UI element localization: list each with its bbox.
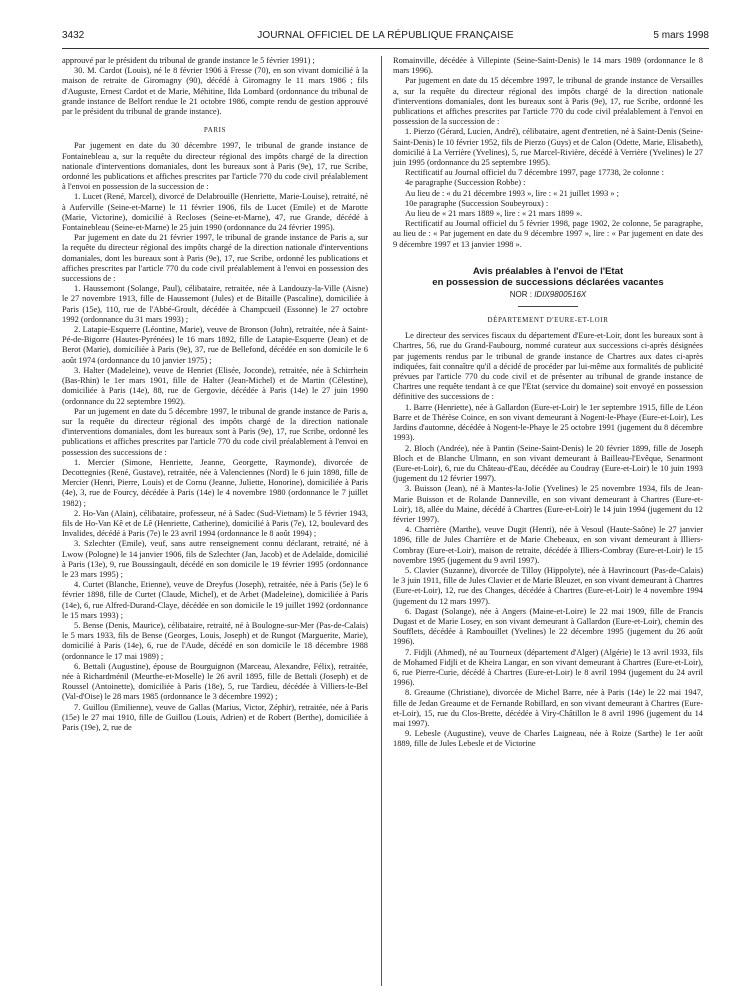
section-title-eure-et-loir: DÉPARTEMENT D'EURE-ET-LOIR: [487, 316, 609, 325]
nor-separator: [518, 306, 578, 307]
left-column-paragraphs-2: [62, 141, 368, 733]
paragraph: 3. Szlechter (Emile), veuf, sans autre renseignement connu déclarant, retraité, né à Lwow (Pologne) le 14 janvier 1906, fils de Szlechter (Jan, Jacob) et de Adelaïde, domicilié à Paris (13e), 9, rue Boussingault, décédé en son domicile le 19 février 1995 (ordonnance le 23 mars 1995) ;: [62, 539, 368, 579]
left-column-paragraphs: [62, 56, 368, 117]
paragraph: 6. Dagast (Solange), née à Angers (Maine-et-Loire) le 22 mai 1909, fille de Francis Dugast et de Marie Losey, en son vivant demeurant à Gallardon (Eure-et-Loir), chemin des Soufflets, décédée à Rambouillet (Yvelines) le 22 décembre 1995 (jugement du 26 août 1996).: [393, 606, 703, 647]
paragraph: Au lieu de : « du 21 décembre 1993 », lire : « 21 juillet 1993 » ;: [405, 188, 619, 198]
paragraph: 2. Ho-Van (Alain), célibataire, professeur, né à Sadec (Sud-Vietnam) le 5 février 1943, fils de Ho-Van Kê et de Lê (Henriette, Catherine), domicilié à Paris (7e), 12, boulevard des Invalides, décédé à Paris (7e) le 23 avril 1994 (ordonnance le 8 août 1994) ;: [62, 508, 368, 539]
avis-title-line-2: en possession de successions déclarées vacantes: [432, 276, 664, 288]
paragraph: approuvé par le président du tribunal de grande instance le 5 février 1991) ;: [62, 56, 315, 65]
paragraph: Par jugement en date du 21 février 1997, le tribunal de grande instance de Paris a, sur la requête du directeur régional des impôts chargé de la direction nationale d'interventions domaniales, dont les bureaux sont à Paris (9e), 17, rue Scribe, ordonné les publications et affiches prescrites par l'article 770 du code civil préalablement à l'envoi en possession des successions de :: [62, 233, 368, 284]
page-number: 3432: [62, 30, 85, 41]
paragraph: 2. Latapie-Esquerre (Léontine, Marie), veuve de Bronson (John), retraitée, née à Saint-Pé-de-Bigorre (Hautes-Pyrénées) le 16 mars 1892, fille de Latapie-Esquerre (Jean) et de Berot (Marie), domiciliée à Paris (9e), 37, rue de Bellefond, décédée en son domicile le 6 août 1974 (ordonnance du 10 janvier 1975) ;: [62, 325, 368, 365]
paragraph: 10e paragraphe (Succession Soubeyroux) :: [405, 198, 549, 208]
paragraph: 4. Curtet (Blanche, Etienne), veuve de Dreyfus (Joseph), retraitée, née à Paris (5e) le 6 février 1898, fille de Curtet (Claude, Michel), et de Arbet (Madeleine), domiciliée à Paris (14e), 6, rue Alfred-Durand-Claye, décédée en son domicile le 19 juillet 1992 (ordonnance le 15 mars 1993) ;: [62, 580, 368, 620]
issue-date: 5 mars 1998: [653, 30, 709, 41]
paragraph: 4e paragraphe (Succession Robbe) :: [405, 178, 526, 188]
paragraph: 1. Mercier (Simone, Henriette, Jeanne, Georgette, Raymonde), divorcée de Decottegnies (René, Gustave), retraitée, née à Valenciennes (Nord) le 6 juin 1898, fille de Mercier (Henri, Pierre, Louis) et de Cornu (Jeanne, Juliette, Honorine), domiciliée à Paris (4e), 3, rue de Fourcy, décédée à Paris (14e) le 4 novembre 1980 (ordonnance le 7 juillet 1982) ;: [62, 457, 368, 508]
section-title-paris: PARIS: [203, 126, 227, 135]
paragraph: 1. Lucet (René, Marcel), divorcé de Delabrouille (Henriette, Marie-Louise), retraité, né à Auferville (Seine-et-Marne) le 11 février 1906, fils de Lucet (Emile) et de Marotte (Marie, Victorine), domicilié à Recloses (Seine-et-Marne), 47, rue Grande, décédé à Fontainebleau (Seine-et-Marne) le 25 juin 1990 (ordonnance du 24 février 1995).: [62, 192, 368, 233]
paragraph: 3. Halter (Madeleine), veuve de Henriet (Elisée, Joconde), retraitée, née à Schirrhein (Bas-Rhin) le 1er mars 1901, fille de Halter (Jean-Michel) et de Martin (Célestine), domiciliée à Paris (14e), 88, rue de Gergovie, décédée à Paris (14e) le 27 juin 1990 (ordonnance du 22 septembre 1992).: [62, 365, 368, 406]
paragraph: Le directeur des services fiscaux du département d'Eure-et-Loir, dont les bureaux sont à Chartres, 56, rue du Grand-Faubourg, nommé curateur aux successions ci-après désignées par jugements rendus par le tribunal de grande instance de Chartres aux dates ci-après indiquées, fait connaître qu'il a décidé de procéder par lui-même aux formalités de publicité prévues par l'article 770 du code civil et de présenter au tribunal de grande instance de Chartres une requête tendant à ce que l'Etat (service du domaine) soit envoyé en possession définitive des successions de :: [393, 331, 703, 402]
left-column: [62, 56, 368, 988]
paragraph: 30. M. Cardot (Louis), né le 8 février 1906 à Fresse (70), en son vivant domicilié à la maison de retraite de Giromagny (90), décédé à Giromagny le 11 mars 1986 ; fils d'Auguste, Ernest Cardot et de Marie, Méhitine, Ilda Lombard (ordonnance du tribunal de grande instance de Belfort rendue le 21 octobre 1986, compte rendu de gestion approuvé par le président du tribunal de grande instance).: [62, 66, 368, 117]
page-header: [62, 30, 709, 46]
paragraph: 5. Clavier (Suzanne), divorcée de Tilloy (Hippolyte), née à Havrincourt (Pas-de-Calais) le 3 juin 1911, fille de Jules Clavier et de Marie Bleuzet, en son vivant demeurant à Chartres (Eure-et-Loir), 12, rue des Changes, décédée à Chartres (Eure-et-Loir) le 4 novembre 1994 (jugement du 12 mars 1997).: [393, 565, 703, 606]
avis-title-line-1: Avis préalables à l'envoi de l'Etat: [472, 265, 624, 277]
paragraph: Au lieu de « 21 mars 1889 », lire : « 21 mars 1899 ».: [405, 209, 583, 219]
paragraph: Rectificatif au Journal officiel du 5 février 1998, page 1902, 2e colonne, 5e paragraphe, au lieu de : « Par jugement en date du 9 décembre 1997 », lire : « Par jugement en date des 9 décembre 1997 et 13 janvier 1998 ».: [393, 219, 703, 249]
journal-title: JOURNAL OFFICIEL DE LA RÉPUBLIQUE FRANÇAISE: [257, 30, 514, 41]
paragraph: 1. Pierzo (Gérard, Lucien, André), célibataire, agent d'entretien, né à Saint-Denis (Seine-Saint-Denis) le 10 février 1952, fils de Pierzo (Guys) et de Calon (Odette, Marie, Elisabeth), domicilié à La Verrière (Yvelines), 5, rue Marcel-Rivière, décédé à Verrière (Yvelines) le 27 juin 1995 (ordonnance du 25 septembre 1995).: [393, 127, 703, 168]
paragraph: 1. Haussemont (Solange, Paul), célibataire, retraitée, née à Landouzy-la-Ville (Aisne) le 27 novembre 1913, fille de Haussemont (Jules) et de Bitaille (Pascaline), domiciliée à Paris (15e), 110, rue de l'Abbé-Groult, décédée à Champcueil (Essonne) le 27 octobre 1992 (ordonnance du 31 mars 1993) ;: [62, 284, 368, 324]
paragraph: 7. Guillou (Emilienne), veuve de Gallas (Marius, Victor, Zéphir), retraitée, née à Paris (15e) le 27 mai 1910, fille de Guillou (Louis, Adrien) et de Robert (Berthe), domiciliée à Paris (19e), 2, rue de: [62, 702, 368, 732]
paragraph: 8. Greaume (Christiane), divorcée de Michel Barre, née à Paris (14e) le 22 mai 1947, fille de Jedan Greaume et de Fernande Robillard, en son vivant demeurant à Chartres (Eure-et-Loir), 15, rue du Clos-Brette, décédée à Viry-Châtillon le 8 avril 1996 (jugement du 14 mai 1997).: [393, 688, 703, 728]
paragraph: 9. Lebesle (Augustine), veuve de Charles Laigneau, née à Roize (Sarthe) le 1er août 1889, fille de Jules Lebesle et de Victorine: [393, 729, 703, 749]
paragraph: 5. Bense (Denis, Maurice), célibataire, retraité, né à Boulogne-sur-Mer (Pas-de-Calais) le 5 mars 1933, fils de Bense (Georges, Louis, Joseph) et de Rungot (Marguerite, Marie), domicilié à Paris (14e), 6, rue de l'Aude, décédé en son domicile le 18 décembre 1988 (ordonnance le 17 mai 1989) ;: [62, 620, 368, 661]
nor-label: NOR :: [509, 289, 532, 299]
right-column-paragraphs-2: [393, 331, 703, 749]
paragraph: 2. Bloch (Andrée), née à Pantin (Seine-Saint-Denis) le 20 février 1899, fille de Joseph Bloch et de Blanche Ulmann, en son vivant demeurant à Bailleau-l'Evêque, Senarmont (Eure-et-Loir), 6, rue du Château-d'Eau, décédée au Coudray (Eure-et-Loir) le 10 juin 1993 (jugement du 12 février 1997).: [393, 443, 703, 484]
paragraph: 7. Fidjli (Ahmed), né au Tourneux (département d'Alger) (Algérie) le 13 avril 1933, fils de Mohamed Fidjli et de Kheira Langar, en son vivant demeurant à Chartres (Eure-et-Loir), 6, rue Pierre-Curie, décédé à Chartres (Eure-et-Loir) le 8 avril 1994 (jugement du 24 avril 1996).: [393, 647, 703, 688]
header-rule: [62, 48, 709, 49]
right-column: [393, 56, 703, 988]
paragraph: 6. Bettali (Augustine), épouse de Bourguignon (Marceau, Alexandre, Félix), retraitée, née à Richardménil (Meurthe-et-Moselle) le 26 avril 1895, fille de Bettali (Joseph) et de Roussel (Antoinette), domiciliée à Paris (18e), 5, rue Tardieu, décédée à Villiers-le-Bel (Val-d'Oise) le 28 mars 1985 (ordonnance le 3 décembre 1992) ;: [62, 661, 368, 702]
nor-reference: [393, 290, 703, 307]
paragraph: 4. Charrière (Marthe), veuve Dugit (Henri), née à Vesoul (Haute-Saône) le 27 janvier 1896, fille de Jules Charrière et de Marie Chebeaux, en son vivant demeurant à Illiers-Combray (Eure-et-Loir), maison de retraite, décédée à Illiers-Combray (Eure-et-Loir) le 15 novembre 1995 (jugement du 9 avril 1997).: [393, 525, 703, 565]
paragraph: Par un jugement en date du 5 décembre 1997, le tribunal de grande instance de Paris a, sur la requête du directeur régional des impôts chargé de la direction nationale d'interventions domaniales, dont les bureaux sont à Paris (9e), 17, rue Scribe, ordonné les publications et affiches prescrites par l'article 770 du code civil préalablement à l'envoi en possession des successions de :: [62, 406, 368, 457]
paragraph: 1. Barre (Henriette), née à Gallardon (Eure-et-Loir) le 1er septembre 1915, fille de Léon Barre et de Thérèse Coince, en son vivant demeurant à Nogent-le-Phaye (Eure-et-Loir), Les Jardins d'automne, décédée à Nogent-le-Phaye le 25 octobre 1991 (jugement du 8 décembre 1993).: [393, 402, 703, 443]
paragraph: Par jugement en date du 15 décembre 1997, le tribunal de grande instance de Versailles a, sur la requête du directeur régional des impôts chargé de la direction nationale d'interventions domaniales, dont les bureaux sont à Paris (9e), 17, rue Scribe, ordonné les publications et affiches prescrites par l'article 770 du code civil préalablement à l'envoi en possession de la succession de :: [393, 76, 703, 127]
paragraph: 3. Buisson (Jean), né à Mantes-la-Jolie (Yvelines) le 25 novembre 1934, fils de Jean-Marie Buisson et de Rolande Danneville, en son vivant demeurant à Chartres (Eure-et-Loir), 18, allée du Maine, décédé à Chartres (Eure-et-Loir) le 14 juin 1994 (jugement du 12 février 1997).: [393, 484, 703, 524]
right-column-paragraphs: [393, 56, 703, 250]
column-separator: [381, 56, 382, 986]
nor-code: IDIX9800516X: [534, 289, 587, 299]
avis-title: [393, 266, 703, 288]
paragraph: Par jugement en date du 30 décembre 1997, le tribunal de grande instance de Fontainebleau a, sur la requête du directeur régional des impôts chargé de la direction nationale d'interventions domaniales, dont les bureaux sont à Paris (9e), 17, rue Scribe, ordonné les publications et affiches prescrites par l'article 770 du code civil préalablement à l'envoi en possession de la succession de :: [62, 141, 368, 192]
paragraph: Rectificatif au Journal officiel du 7 décembre 1997, page 17738, 2e colonne :: [405, 168, 664, 178]
paragraph: Romainville, décédée à Villepinte (Seine-Saint-Denis) le 14 mars 1989 (ordonnance le 8 mars 1996).: [393, 56, 703, 76]
